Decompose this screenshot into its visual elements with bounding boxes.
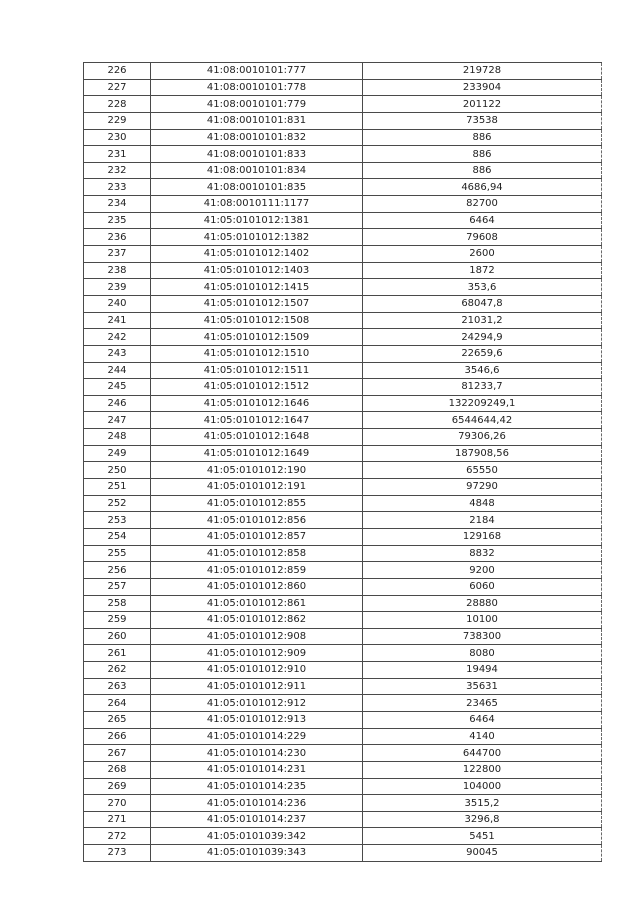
cadastral-value-cell: 187908,56: [363, 445, 602, 462]
cadastral-value-cell: 79608: [363, 229, 602, 246]
table-row: [84, 628, 602, 645]
table-row: [84, 445, 602, 462]
cadastral-value-cell: 219728: [363, 63, 602, 80]
cadastral-value-cell: 104000: [363, 778, 602, 795]
cadastral-value-cell: 353,6: [363, 279, 602, 296]
row-number-cell: 229: [84, 112, 151, 129]
table-row: [84, 612, 602, 629]
cadastral-number-cell: 41:08:0010101:832: [151, 129, 363, 146]
cadastral-number-cell: 41:08:0010101:778: [151, 79, 363, 96]
table-row: [84, 595, 602, 612]
cadastral-number-cell: 41:05:0101012:861: [151, 595, 363, 612]
table-row: [84, 295, 602, 312]
row-number-cell: 270: [84, 795, 151, 812]
cadastral-number-cell: 41:05:0101012:855: [151, 495, 363, 512]
table-row: [84, 662, 602, 679]
table-row: [84, 412, 602, 429]
row-number-cell: 273: [84, 845, 151, 862]
row-number-cell: 272: [84, 828, 151, 845]
cadastral-number-cell: 41:05:0101012:908: [151, 628, 363, 645]
cadastral-value-cell: 2184: [363, 512, 602, 529]
cadastral-value-table: [83, 62, 602, 862]
table-row: [84, 578, 602, 595]
table-row: [84, 811, 602, 828]
table-row: [84, 262, 602, 279]
cadastral-number-cell: 41:08:0010101:831: [151, 112, 363, 129]
cadastral-number-cell: 41:05:0101014:235: [151, 778, 363, 795]
row-number-cell: 256: [84, 562, 151, 579]
cadastral-number-cell: 41:05:0101012:858: [151, 545, 363, 562]
table-row: [84, 179, 602, 196]
cadastral-value-cell: 2600: [363, 246, 602, 263]
cadastral-number-cell: 41:08:0010101:777: [151, 63, 363, 80]
row-number-cell: 257: [84, 578, 151, 595]
cadastral-value-cell: 68047,8: [363, 295, 602, 312]
cadastral-number-cell: 41:08:0010101:833: [151, 146, 363, 163]
row-number-cell: 238: [84, 262, 151, 279]
table-row: [84, 212, 602, 229]
row-number-cell: 259: [84, 612, 151, 629]
row-number-cell: 234: [84, 196, 151, 213]
table-row: [84, 229, 602, 246]
cadastral-value-cell: 4686,94: [363, 179, 602, 196]
row-number-cell: 261: [84, 645, 151, 662]
cadastral-value-cell: 19494: [363, 662, 602, 679]
cadastral-number-cell: 41:05:0101012:856: [151, 512, 363, 529]
table-row: [84, 745, 602, 762]
cadastral-value-cell: 79306,26: [363, 429, 602, 446]
cadastral-value-cell: 129168: [363, 528, 602, 545]
table-row: [84, 162, 602, 179]
row-number-cell: 265: [84, 711, 151, 728]
row-number-cell: 240: [84, 295, 151, 312]
row-number-cell: 251: [84, 479, 151, 496]
cadastral-value-cell: 97290: [363, 479, 602, 496]
cadastral-value-cell: 22659,6: [363, 345, 602, 362]
cadastral-number-cell: 41:05:0101014:229: [151, 728, 363, 745]
cadastral-number-cell: 41:05:0101012:862: [151, 612, 363, 629]
row-number-cell: 249: [84, 445, 151, 462]
cadastral-number-cell: 41:05:0101012:190: [151, 462, 363, 479]
row-number-cell: 262: [84, 662, 151, 679]
row-number-cell: 231: [84, 146, 151, 163]
cadastral-number-cell: 41:05:0101012:859: [151, 562, 363, 579]
table-row: [84, 728, 602, 745]
cadastral-number-cell: 41:05:0101012:1509: [151, 329, 363, 346]
table-row: [84, 312, 602, 329]
table-row: [84, 845, 602, 862]
table-row: [84, 429, 602, 446]
cadastral-value-cell: 644700: [363, 745, 602, 762]
cadastral-number-cell: 41:05:0101012:1381: [151, 212, 363, 229]
table-row: [84, 495, 602, 512]
cadastral-value-cell: 23465: [363, 695, 602, 712]
cadastral-value-cell: 3296,8: [363, 811, 602, 828]
table-row: [84, 146, 602, 163]
table-row: [84, 279, 602, 296]
cadastral-value-cell: 233904: [363, 79, 602, 96]
cadastral-number-cell: 41:05:0101012:1647: [151, 412, 363, 429]
cadastral-value-cell: 6544644,42: [363, 412, 602, 429]
cadastral-value-cell: 73538: [363, 112, 602, 129]
table-row: [84, 562, 602, 579]
cadastral-value-cell: 6464: [363, 711, 602, 728]
cadastral-number-cell: 41:05:0101012:911: [151, 678, 363, 695]
table-row: [84, 645, 602, 662]
row-number-cell: 269: [84, 778, 151, 795]
row-number-cell: 235: [84, 212, 151, 229]
cadastral-number-cell: 41:05:0101012:857: [151, 528, 363, 545]
row-number-cell: 239: [84, 279, 151, 296]
table-row: [84, 196, 602, 213]
cadastral-number-cell: 41:05:0101014:231: [151, 761, 363, 778]
cadastral-value-cell: 8832: [363, 545, 602, 562]
cadastral-number-cell: 41:05:0101012:1646: [151, 395, 363, 412]
row-number-cell: 252: [84, 495, 151, 512]
row-number-cell: 268: [84, 761, 151, 778]
table-row: [84, 795, 602, 812]
row-number-cell: 244: [84, 362, 151, 379]
cadastral-value-cell: 81233,7: [363, 379, 602, 396]
table-row: [84, 362, 602, 379]
row-number-cell: 237: [84, 246, 151, 263]
cadastral-value-cell: 6464: [363, 212, 602, 229]
row-number-cell: 258: [84, 595, 151, 612]
table-row: [84, 528, 602, 545]
table-row: [84, 479, 602, 496]
row-number-cell: 230: [84, 129, 151, 146]
cadastral-number-cell: 41:05:0101012:1648: [151, 429, 363, 446]
cadastral-number-cell: 41:08:0010101:835: [151, 179, 363, 196]
row-number-cell: 250: [84, 462, 151, 479]
cadastral-value-cell: 28880: [363, 595, 602, 612]
table-row: [84, 379, 602, 396]
cadastral-value-cell: 65550: [363, 462, 602, 479]
cadastral-value-cell: 21031,2: [363, 312, 602, 329]
row-number-cell: 260: [84, 628, 151, 645]
cadastral-number-cell: 41:05:0101014:236: [151, 795, 363, 812]
row-number-cell: 264: [84, 695, 151, 712]
row-number-cell: 226: [84, 63, 151, 80]
table-row: [84, 395, 602, 412]
cadastral-value-cell: 3546,6: [363, 362, 602, 379]
cadastral-value-cell: 738300: [363, 628, 602, 645]
row-number-cell: 247: [84, 412, 151, 429]
cadastral-value-cell: 90045: [363, 845, 602, 862]
cadastral-number-cell: 41:05:0101012:191: [151, 479, 363, 496]
table-row: [84, 711, 602, 728]
cadastral-number-cell: 41:05:0101014:237: [151, 811, 363, 828]
table-row: [84, 678, 602, 695]
cadastral-number-cell: 41:05:0101012:1510: [151, 345, 363, 362]
table-row: [84, 96, 602, 113]
table-row: [84, 778, 602, 795]
cadastral-number-cell: 41:08:0010101:834: [151, 162, 363, 179]
cadastral-value-cell: 82700: [363, 196, 602, 213]
cadastral-value-cell: 201122: [363, 96, 602, 113]
cadastral-value-cell: 4140: [363, 728, 602, 745]
table-row: [84, 129, 602, 146]
table-row: [84, 329, 602, 346]
cadastral-number-cell: 41:08:0010111:1177: [151, 196, 363, 213]
table-row: [84, 112, 602, 129]
cadastral-number-cell: 41:05:0101012:1507: [151, 295, 363, 312]
cadastral-number-cell: 41:05:0101012:1649: [151, 445, 363, 462]
cadastral-number-cell: 41:05:0101012:1415: [151, 279, 363, 296]
cadastral-value-cell: 1872: [363, 262, 602, 279]
row-number-cell: 248: [84, 429, 151, 446]
row-number-cell: 263: [84, 678, 151, 695]
row-number-cell: 236: [84, 229, 151, 246]
table-row: [84, 761, 602, 778]
cadastral-number-cell: 41:05:0101012:1508: [151, 312, 363, 329]
table-row: [84, 512, 602, 529]
row-number-cell: 271: [84, 811, 151, 828]
cadastral-value-cell: 5451: [363, 828, 602, 845]
cadastral-value-cell: 4848: [363, 495, 602, 512]
cadastral-number-cell: 41:08:0010101:779: [151, 96, 363, 113]
cadastral-value-cell: 132209249,1: [363, 395, 602, 412]
row-number-cell: 246: [84, 395, 151, 412]
row-number-cell: 255: [84, 545, 151, 562]
cadastral-number-cell: 41:05:0101012:909: [151, 645, 363, 662]
table-row: [84, 79, 602, 96]
cadastral-value-cell: 8080: [363, 645, 602, 662]
cadastral-value-cell: 886: [363, 146, 602, 163]
cadastral-number-cell: 41:05:0101012:1512: [151, 379, 363, 396]
cadastral-value-cell: 10100: [363, 612, 602, 629]
cadastral-value-cell: 35631: [363, 678, 602, 695]
table-row: [84, 462, 602, 479]
cadastral-value-cell: 122800: [363, 761, 602, 778]
cadastral-number-cell: 41:05:0101012:910: [151, 662, 363, 679]
row-number-cell: 253: [84, 512, 151, 529]
cadastral-number-cell: 41:05:0101012:912: [151, 695, 363, 712]
table-row: [84, 345, 602, 362]
table-row: [84, 246, 602, 263]
table-row: [84, 545, 602, 562]
row-number-cell: 241: [84, 312, 151, 329]
table-row: [84, 828, 602, 845]
row-number-cell: 242: [84, 329, 151, 346]
table-row: [84, 63, 602, 80]
cadastral-value-cell: 6060: [363, 578, 602, 595]
row-number-cell: 245: [84, 379, 151, 396]
row-number-cell: 266: [84, 728, 151, 745]
row-number-cell: 254: [84, 528, 151, 545]
cadastral-value-cell: 886: [363, 162, 602, 179]
row-number-cell: 227: [84, 79, 151, 96]
cadastral-value-cell: 24294,9: [363, 329, 602, 346]
cadastral-number-cell: 41:05:0101012:913: [151, 711, 363, 728]
cadastral-number-cell: 41:05:0101012:1403: [151, 262, 363, 279]
cadastral-value-cell: 9200: [363, 562, 602, 579]
row-number-cell: 267: [84, 745, 151, 762]
row-number-cell: 233: [84, 179, 151, 196]
row-number-cell: 228: [84, 96, 151, 113]
cadastral-value-cell: 3515,2: [363, 795, 602, 812]
row-number-cell: 243: [84, 345, 151, 362]
cadastral-number-cell: 41:05:0101012:1382: [151, 229, 363, 246]
cadastral-number-cell: 41:05:0101014:230: [151, 745, 363, 762]
cadastral-number-cell: 41:05:0101012:1402: [151, 246, 363, 263]
cadastral-number-cell: 41:05:0101012:1511: [151, 362, 363, 379]
cadastral-number-cell: 41:05:0101039:342: [151, 828, 363, 845]
cadastral-value-cell: 886: [363, 129, 602, 146]
cadastral-number-cell: 41:05:0101039:343: [151, 845, 363, 862]
table-body: [84, 63, 602, 862]
cadastral-number-cell: 41:05:0101012:860: [151, 578, 363, 595]
row-number-cell: 232: [84, 162, 151, 179]
table-row: [84, 695, 602, 712]
